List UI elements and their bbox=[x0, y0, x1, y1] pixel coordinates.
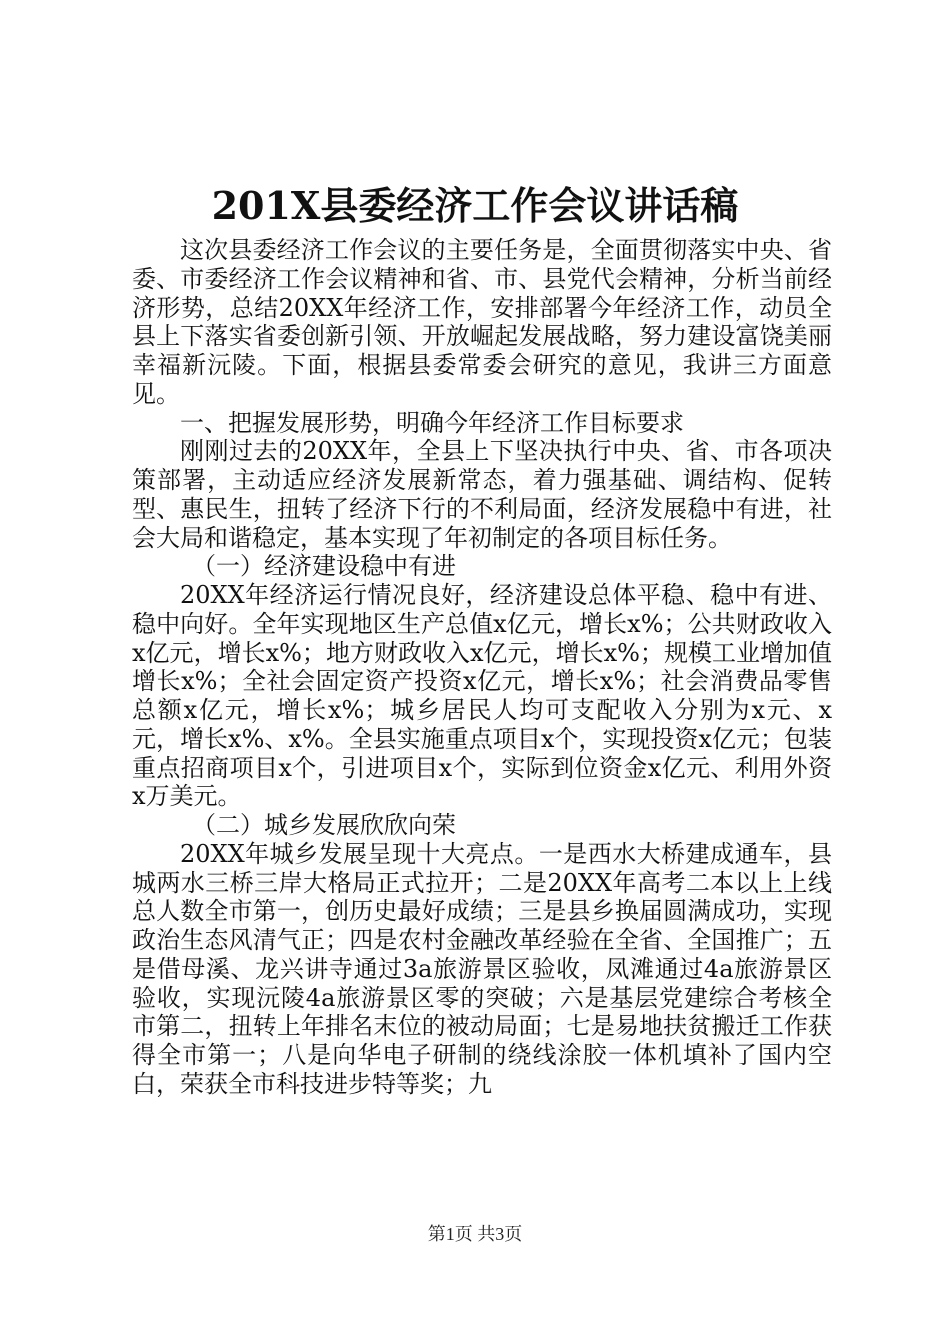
subsection-heading-1: （一）经济建设稳中有进 bbox=[192, 552, 456, 581]
subsection-2-paragraph: 20XX年城乡发展呈现十大亮点。一是西水大桥建成通车，县城两水三桥三岸大格局正式拉开；二是20XX年高考二本以上上线总人数全市第一，创历史最好成绩；三是县乡换届圆满成功，实现政治生态风清气正；四是农村金融改革经验在全省、全国推广；五是借母溪、龙兴讲寺通过3a旅游景区验收，凤滩通过4a旅游景区验收，实现沅陵4a旅游景区零的突破；六是基层党建综合考核全市第二，扭转上年排名末位的被动局面；七是易地扶贫搬迁工作获得全市第一；八是向华电子研制的绕线涂胶一体机填补了国内空白，荣获全市科技进步特等奖；九 bbox=[132, 839, 832, 1098]
subsection-heading-2: （二）城乡发展欣欣向荣 bbox=[192, 811, 456, 839]
intro-paragraph: 这次县委经济工作会议的主要任务是，全面贯彻落实中央、省委、市委经济工作会议精神和省、市、县党代会精神，分析当前经济形势，总结20XX年经济工作，安排部署今年经济工作，动员全县上下落实省委创新引领、开放崛起发展战略，努力建设富饶美丽幸福新沅陵。下面，根据县委常委会研究的意见，我讲三方面意见。 bbox=[132, 236, 832, 408]
section-heading-1: 一、把握发展形势，明确今年经济工作目标要求 bbox=[180, 408, 684, 437]
subsection-1-paragraph: 20XX年经济运行情况良好，经济建设总体平稳、稳中有进、稳中向好。全年实现地区生产总值x亿元，增长x%；公共财政收入x亿元，增长x%；地方财政收入x亿元，增长x%；规模工业增加值增长x%；全社会固定资产投资x亿元，增长x%；社会消费品零售总额x亿元，增长x%；城乡居民人均可支配收入分别为x元、x元，增长x%、x%。全县实施重点项目x个，实现投资x亿元；包装重点招商项目x个，引进项目x个，实际到位资金x亿元、利用外资x万美元。 bbox=[132, 581, 832, 811]
document-body bbox=[132, 236, 832, 1099]
section-1-paragraph: 刚刚过去的20XX年，全县上下坚决执行中央、省、市各项决策部署，主动适应经济发展新常态，着力强基础、调结构、促转型、惠民生，扭转了经济下行的不利局面，经济发展稳中有进，社会大局和谐稳定，基本实现了年初制定的各项目标任务。 bbox=[132, 437, 832, 552]
document-title: 201X县委经济工作会议讲话稿 bbox=[211, 183, 739, 228]
page-footer: 第1页 共3页 bbox=[427, 1224, 523, 1244]
